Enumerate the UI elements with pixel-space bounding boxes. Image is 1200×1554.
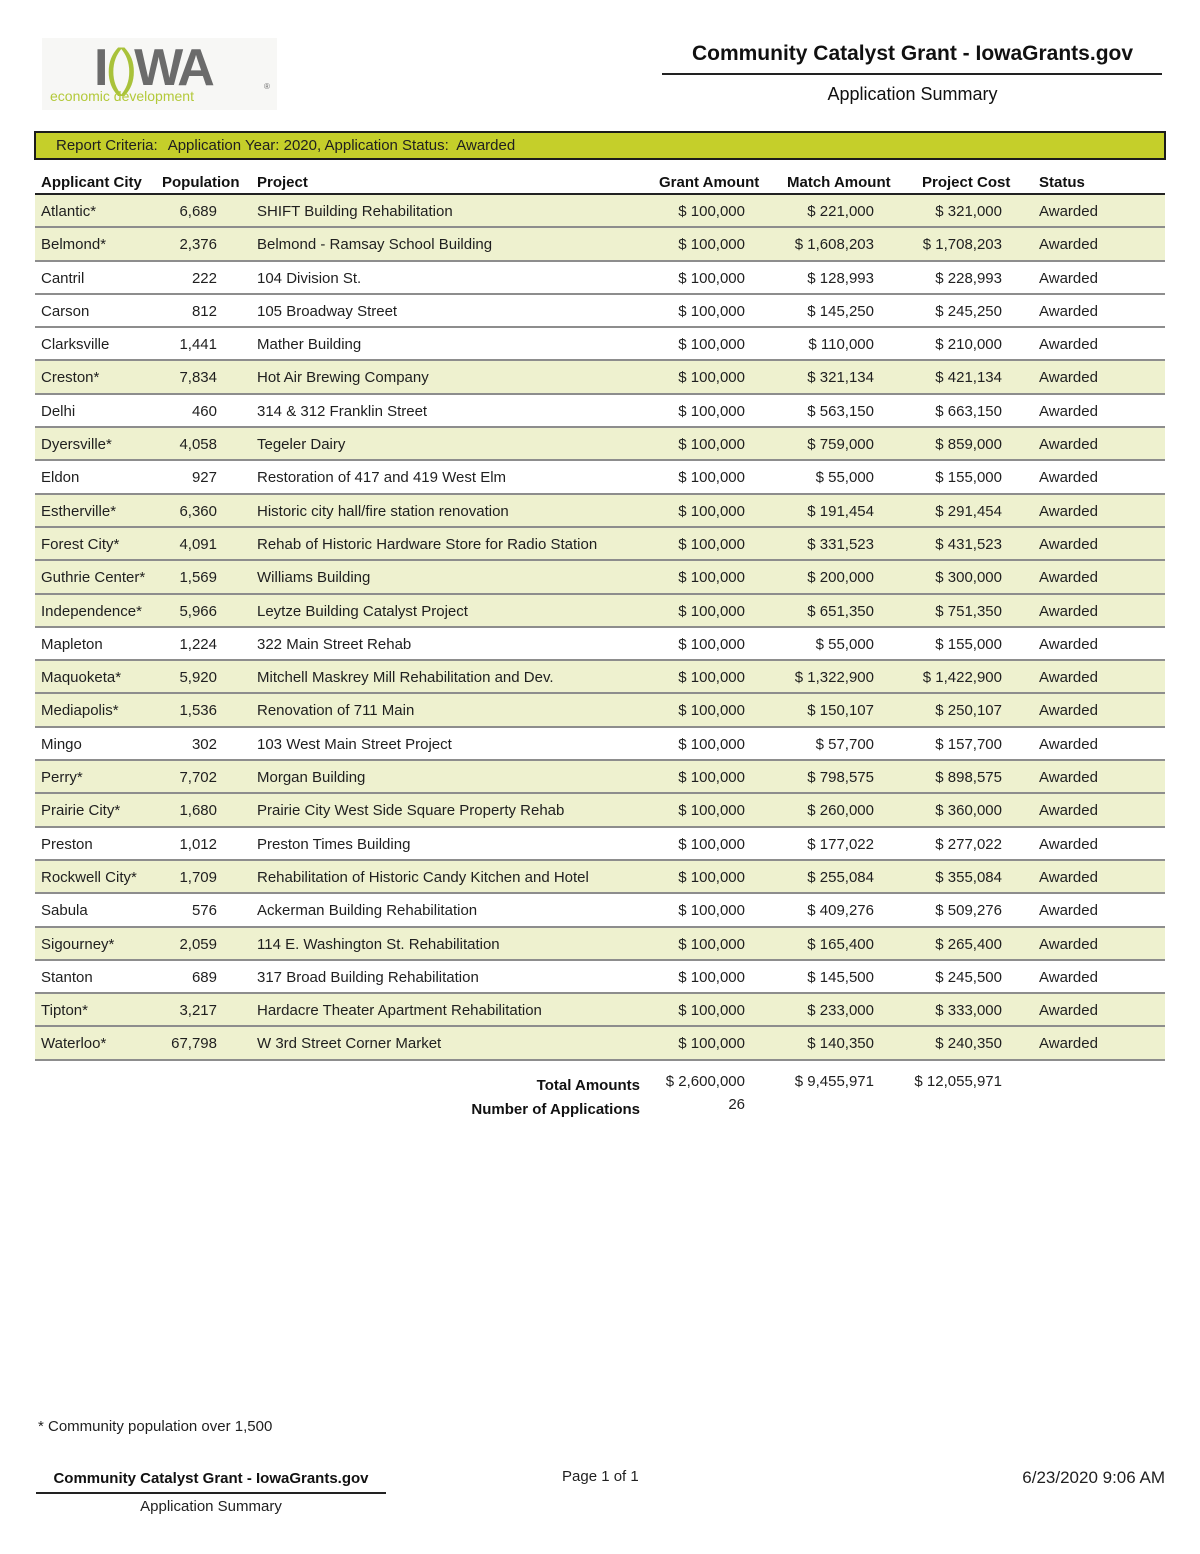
cell-population: 2,376	[179, 236, 217, 254]
applications-table	[35, 170, 1165, 1061]
criteria-label: Report Criteria:	[56, 137, 158, 154]
table-row	[35, 928, 1165, 961]
cell-match-amount: $ 260,000	[807, 802, 874, 820]
cell-applicant-city: Waterloo*	[41, 1035, 107, 1053]
table-row	[35, 861, 1165, 894]
table-row	[35, 628, 1165, 661]
cell-applicant-city: Forest City*	[41, 535, 120, 553]
cell-population: 5,966	[179, 602, 217, 620]
table-row	[35, 728, 1165, 761]
cell-project-cost: $ 291,454	[935, 502, 1002, 520]
cell-status: Awarded	[1039, 535, 1098, 553]
table-row	[35, 228, 1165, 261]
cell-population: 1,569	[179, 569, 217, 587]
cell-status: Awarded	[1039, 269, 1098, 287]
cell-status: Awarded	[1039, 369, 1098, 387]
cell-project-cost: $ 333,000	[935, 1002, 1002, 1020]
cell-project-cost: $ 245,250	[935, 302, 1002, 320]
col-header-project: Project	[257, 174, 308, 191]
cell-status: Awarded	[1039, 569, 1098, 587]
cell-match-amount: $ 55,000	[815, 635, 874, 653]
cell-population: 4,058	[179, 436, 217, 454]
cell-status: Awarded	[1039, 469, 1098, 487]
cell-project-cost: $ 898,575	[935, 769, 1002, 787]
logo-bracket-o: ()	[105, 39, 135, 97]
cell-applicant-city: Independence*	[41, 602, 142, 620]
col-header-match-amount: Match Amount	[787, 174, 891, 191]
cell-status: Awarded	[1039, 1035, 1098, 1053]
cell-match-amount: $ 1,608,203	[794, 236, 874, 254]
cell-match-amount: $ 150,107	[807, 702, 874, 720]
cell-project-cost: $ 250,107	[935, 702, 1002, 720]
table-row	[35, 495, 1165, 528]
cell-population: 1,536	[179, 702, 217, 720]
table-row	[35, 361, 1165, 394]
cell-population: 1,224	[179, 635, 217, 653]
cell-status: Awarded	[1039, 802, 1098, 820]
cell-population: 812	[191, 302, 217, 320]
cell-project-cost: $ 245,500	[935, 968, 1002, 986]
cell-project-cost: $ 859,000	[935, 436, 1002, 454]
cell-grant-amount: $ 100,000	[678, 1035, 745, 1053]
cell-match-amount: $ 563,150	[807, 402, 874, 420]
cell-project-cost: $ 663,150	[935, 402, 1002, 420]
cell-match-amount: $ 128,993	[807, 269, 874, 287]
table-row	[35, 961, 1165, 994]
col-header-population: Population	[162, 174, 240, 191]
footer-title: Community Catalyst Grant - IowaGrants.gov	[53, 1470, 369, 1487]
logo-letters-wa: WA	[134, 39, 212, 97]
cell-population: 1,441	[179, 336, 217, 354]
col-header-grant-amount: Grant Amount	[659, 174, 760, 191]
cell-match-amount: $ 221,000	[807, 203, 874, 220]
footer-subtitle: Application Summary	[140, 1498, 282, 1515]
cell-project-cost: $ 300,000	[935, 569, 1002, 587]
cell-population: 6,689	[179, 203, 217, 220]
cell-project-cost: $ 155,000	[935, 469, 1002, 487]
total-amounts-label: Total Amounts	[536, 1077, 640, 1094]
col-header-status: Status	[1039, 174, 1085, 191]
cell-population: 1,680	[179, 802, 217, 820]
cell-grant-amount: $ 100,000	[678, 935, 745, 953]
cell-population: 460	[191, 402, 217, 420]
cell-project-cost: $ 321,000	[935, 203, 1002, 220]
cell-match-amount: $ 759,000	[807, 436, 874, 454]
project-cost-total: $ 12,055,971	[914, 1073, 1002, 1090]
table-row	[35, 894, 1165, 927]
cell-project: Tegeler Dairy	[257, 436, 346, 454]
table-row	[35, 561, 1165, 594]
cell-status: Awarded	[1039, 635, 1098, 653]
cell-grant-amount: $ 100,000	[678, 469, 745, 487]
cell-project: Historic city hall/fire station renovation	[257, 502, 509, 520]
cell-project: 104 Division St.	[257, 269, 362, 287]
cell-project: Mitchell Maskrey Mill Rehabilitation and Dev.	[257, 669, 554, 687]
cell-grant-amount: $ 100,000	[678, 436, 745, 454]
table-row	[35, 195, 1165, 228]
cell-applicant-city: Atlantic*	[41, 203, 97, 220]
cell-project: 114 E. Washington St. Rehabilitation	[257, 935, 500, 953]
iowa-economic-development-logo	[42, 38, 277, 110]
cell-population: 5,920	[179, 669, 217, 687]
table-row	[35, 761, 1165, 794]
cell-applicant-city: Sigourney*	[41, 935, 115, 953]
cell-applicant-city: Prairie City*	[41, 802, 121, 820]
cell-applicant-city: Tipton*	[41, 1002, 88, 1020]
cell-status: Awarded	[1039, 203, 1098, 220]
table-row	[35, 1027, 1165, 1060]
table-row	[35, 461, 1165, 494]
table-row	[35, 528, 1165, 561]
cell-match-amount: $ 140,350	[807, 1035, 874, 1053]
cell-project: 322 Main Street Rehab	[257, 635, 412, 653]
report-subtitle: Application Summary	[827, 84, 998, 104]
cell-match-amount: $ 200,000	[807, 569, 874, 587]
cell-grant-amount: $ 100,000	[678, 669, 745, 687]
cell-project: SHIFT Building Rehabilitation	[257, 203, 453, 220]
cell-project: Renovation of 711 Main	[257, 702, 415, 720]
cell-grant-amount: $ 100,000	[678, 902, 745, 920]
cell-project: 314 & 312 Franklin Street	[257, 402, 428, 420]
logo-letter-i: I	[94, 39, 106, 97]
cell-project-cost: $ 431,523	[935, 535, 1002, 553]
cell-applicant-city: Carson	[41, 302, 90, 320]
col-header-project-cost: Project Cost	[922, 174, 1011, 191]
cell-status: Awarded	[1039, 402, 1098, 420]
cell-project: Mather Building	[257, 336, 362, 354]
cell-applicant-city: Stanton	[41, 968, 93, 986]
cell-project: Morgan Building	[257, 769, 366, 787]
cell-match-amount: $ 191,454	[807, 502, 874, 520]
cell-population: 2,059	[179, 935, 217, 953]
cell-project: Rehabilitation of Historic Candy Kitchen and Hotel	[257, 868, 589, 886]
cell-project: Rehab of Historic Hardware Store for Radio Station	[257, 535, 598, 553]
cell-applicant-city: Mapleton	[41, 635, 103, 653]
cell-applicant-city: Belmond*	[41, 236, 107, 254]
footer-divider	[36, 1492, 386, 1494]
cell-project: W 3rd Street Corner Market	[257, 1035, 442, 1053]
cell-grant-amount: $ 100,000	[678, 336, 745, 354]
cell-project: 105 Broadway Street	[257, 302, 398, 320]
cell-grant-amount: $ 100,000	[678, 502, 745, 520]
cell-project: Ackerman Building Rehabilitation	[257, 902, 478, 920]
cell-status: Awarded	[1039, 968, 1098, 986]
cell-project: Leytze Building Catalyst Project	[257, 602, 468, 620]
cell-status: Awarded	[1039, 902, 1098, 920]
report-timestamp: 6/23/2020 9:06 AM	[1022, 1468, 1165, 1487]
table-header	[35, 170, 1165, 195]
cell-applicant-city: Perry*	[41, 769, 83, 787]
cell-applicant-city: Clarksville	[41, 336, 110, 354]
cell-applicant-city: Mingo	[41, 735, 82, 753]
cell-project: Belmond - Ramsay School Building	[257, 236, 493, 254]
cell-population: 576	[191, 902, 217, 920]
grant-total: $ 2,600,000	[665, 1073, 745, 1090]
logo-tagline: economic development	[50, 88, 194, 104]
population-footnote: * Community population over 1,500	[38, 1418, 273, 1435]
cell-project-cost: $ 360,000	[935, 802, 1002, 820]
cell-population: 67,798	[171, 1035, 217, 1053]
cell-project-cost: $ 157,700	[935, 735, 1002, 753]
cell-project: Preston Times Building	[257, 835, 411, 853]
cell-match-amount: $ 233,000	[807, 1002, 874, 1020]
cell-grant-amount: $ 100,000	[678, 1002, 745, 1020]
cell-applicant-city: Mediapolis*	[41, 702, 119, 720]
cell-match-amount: $ 165,400	[807, 935, 874, 953]
table-row	[35, 328, 1165, 361]
criteria-value: Application Year: 2020, Application Status: Awarded	[167, 137, 516, 154]
cell-grant-amount: $ 100,000	[678, 302, 745, 320]
cell-applicant-city: Estherville*	[41, 502, 117, 520]
cell-match-amount: $ 651,350	[807, 602, 874, 620]
cell-grant-amount: $ 100,000	[678, 702, 745, 720]
cell-project: Hot Air Brewing Company	[257, 369, 429, 387]
cell-grant-amount: $ 100,000	[678, 802, 745, 820]
cell-status: Awarded	[1039, 835, 1098, 853]
cell-applicant-city: Cantril	[41, 269, 85, 287]
cell-status: Awarded	[1039, 935, 1098, 953]
cell-project-cost: $ 1,708,203	[922, 236, 1002, 254]
page-number: Page 1 of 1	[562, 1468, 639, 1485]
cell-match-amount: $ 798,575	[807, 769, 874, 787]
cell-grant-amount: $ 100,000	[678, 402, 745, 420]
cell-status: Awarded	[1039, 602, 1098, 620]
cell-match-amount: $ 1,322,900	[794, 669, 874, 687]
cell-applicant-city: Dyersville*	[41, 436, 112, 454]
registered-mark: ®	[264, 82, 270, 91]
cell-project-cost: $ 265,400	[935, 935, 1002, 953]
table-row	[35, 994, 1165, 1027]
cell-status: Awarded	[1039, 336, 1098, 354]
cell-status: Awarded	[1039, 502, 1098, 520]
cell-grant-amount: $ 100,000	[678, 236, 745, 254]
cell-population: 689	[191, 968, 217, 986]
cell-grant-amount: $ 100,000	[678, 203, 745, 220]
table-row	[35, 794, 1165, 827]
cell-project-cost: $ 228,993	[935, 269, 1002, 287]
table-row	[35, 828, 1165, 861]
cell-match-amount: $ 331,523	[807, 535, 874, 553]
table-row	[35, 295, 1165, 328]
cell-grant-amount: $ 100,000	[678, 868, 745, 886]
cell-match-amount: $ 145,250	[807, 302, 874, 320]
cell-population: 302	[191, 735, 217, 753]
match-total: $ 9,455,971	[794, 1073, 874, 1090]
cell-applicant-city: Delhi	[41, 402, 76, 420]
cell-project-cost: $ 421,134	[935, 369, 1002, 387]
cell-project: Restoration of 417 and 419 West Elm	[257, 469, 507, 487]
cell-status: Awarded	[1039, 735, 1098, 753]
cell-status: Awarded	[1039, 1002, 1098, 1020]
cell-grant-amount: $ 100,000	[678, 735, 745, 753]
cell-grant-amount: $ 100,000	[678, 635, 745, 653]
cell-applicant-city: Maquoketa*	[41, 669, 122, 687]
report-criteria-banner	[34, 131, 1166, 160]
cell-status: Awarded	[1039, 769, 1098, 787]
cell-population: 6,360	[179, 502, 217, 520]
cell-grant-amount: $ 100,000	[678, 369, 745, 387]
cell-population: 7,834	[179, 369, 217, 387]
application-count-label: Number of Applications	[471, 1101, 640, 1118]
cell-match-amount: $ 55,000	[815, 469, 874, 487]
cell-grant-amount: $ 100,000	[678, 535, 745, 553]
cell-project: Prairie City West Side Square Property Rehab	[257, 802, 565, 820]
cell-project-cost: $ 355,084	[935, 868, 1002, 886]
cell-applicant-city: Guthrie Center*	[41, 569, 146, 587]
table-body	[35, 195, 1165, 1061]
cell-match-amount: $ 145,500	[807, 968, 874, 986]
cell-population: 222	[191, 269, 217, 287]
cell-grant-amount: $ 100,000	[678, 769, 745, 787]
cell-population: 927	[191, 469, 217, 487]
cell-project-cost: $ 1,422,900	[922, 669, 1002, 687]
cell-match-amount: $ 57,700	[815, 735, 874, 753]
cell-project: Hardacre Theater Apartment Rehabilitation	[257, 1002, 542, 1020]
cell-population: 1,709	[179, 868, 217, 886]
cell-project: 317 Broad Building Rehabilitation	[257, 968, 479, 986]
logo-wordmark	[94, 39, 212, 97]
cell-match-amount: $ 409,276	[807, 902, 874, 920]
cell-grant-amount: $ 100,000	[678, 269, 745, 287]
cell-project-cost: $ 751,350	[935, 602, 1002, 620]
table-row	[35, 428, 1165, 461]
cell-population: 7,702	[179, 769, 217, 787]
cell-population: 3,217	[179, 1002, 217, 1020]
cell-applicant-city: Creston*	[41, 369, 100, 387]
table-row	[35, 262, 1165, 295]
cell-grant-amount: $ 100,000	[678, 968, 745, 986]
cell-grant-amount: $ 100,000	[678, 602, 745, 620]
table-row	[35, 661, 1165, 694]
cell-applicant-city: Preston	[41, 835, 93, 853]
cell-status: Awarded	[1039, 868, 1098, 886]
cell-match-amount: $ 177,022	[807, 835, 874, 853]
cell-match-amount: $ 255,084	[807, 868, 874, 886]
cell-project-cost: $ 240,350	[935, 1035, 1002, 1053]
header-divider	[662, 73, 1162, 75]
report-title: Community Catalyst Grant - IowaGrants.gov	[691, 42, 1134, 65]
cell-project: 103 West Main Street Project	[257, 735, 452, 753]
cell-population: 4,091	[179, 535, 217, 553]
cell-status: Awarded	[1039, 236, 1098, 254]
cell-applicant-city: Sabula	[41, 902, 88, 920]
cell-applicant-city: Eldon	[41, 469, 80, 487]
cell-project-cost: $ 509,276	[935, 902, 1002, 920]
cell-status: Awarded	[1039, 302, 1098, 320]
col-header-city: Applicant City	[41, 174, 142, 191]
cell-match-amount: $ 321,134	[807, 369, 874, 387]
cell-population: 1,012	[179, 835, 217, 853]
cell-project-cost: $ 277,022	[935, 835, 1002, 853]
cell-project: Williams Building	[257, 569, 371, 587]
cell-match-amount: $ 110,000	[808, 336, 874, 354]
cell-grant-amount: $ 100,000	[678, 569, 745, 587]
cell-project-cost: $ 155,000	[935, 635, 1002, 653]
table-row	[35, 395, 1165, 428]
cell-project-cost: $ 210,000	[935, 336, 1002, 354]
table-row	[35, 694, 1165, 727]
cell-status: Awarded	[1039, 669, 1098, 687]
table-row	[35, 595, 1165, 628]
cell-grant-amount: $ 100,000	[678, 835, 745, 853]
cell-status: Awarded	[1039, 436, 1098, 454]
cell-status: Awarded	[1039, 702, 1098, 720]
application-count: 26	[728, 1096, 745, 1113]
cell-applicant-city: Rockwell City*	[41, 868, 137, 886]
